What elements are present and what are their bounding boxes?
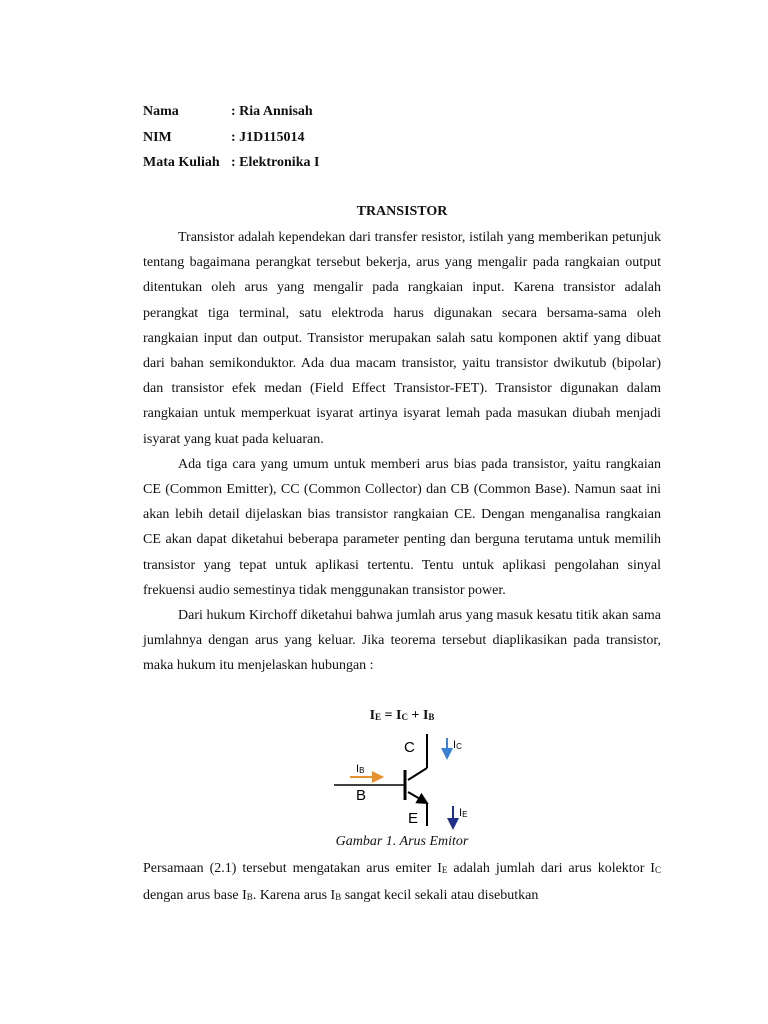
header-key: Mata Kuliah: [143, 155, 220, 170]
label-b: B: [356, 787, 367, 804]
transistor-figure: [320, 730, 490, 830]
paragraph: Dari hukum Kirchoff diketahui bahwa jumlah arus yang masuk kesatu titik akan sama jumlahnya dengan arus yang keluar. Jika teorema tersebut diaplikasikan pada transistor, maka hukum itu menjelaskan hubungan :: [143, 608, 661, 674]
document-title: TRANSISTOR: [356, 204, 448, 219]
paragraph: Ada tiga cara yang umum untuk memberi arus bias pada transistor, yaitu rangkaian CE (Common Emitter), CC (Common Collector) dan CB (Common Base). Namun saat ini akan lebih detail dijelaskan bias transistor rangkaian CE. Dengan menganalisa rangkaian CE akan dapat diketahui beberapa parameter penting dan berguna terutama untuk memilih transistor yang tepat untuk aplikasi tertentu. Tentu untuk aplikasi pengolahan sinyal frekuensi audio semestinya tidak menggunakan transistor power.: [143, 456, 661, 598]
figure-caption: Gambar 1. Arus Emitor: [335, 834, 469, 849]
header-row-nama: [143, 103, 313, 121]
closing-text: [143, 856, 661, 910]
header-key: Nama: [143, 104, 179, 119]
eq-ib: I: [422, 708, 429, 723]
current-equation: [143, 708, 661, 724]
eq-ie: I: [369, 708, 376, 723]
collector-lead: [408, 768, 427, 780]
header-value: : Elektronika I: [231, 155, 320, 170]
closing-paragraph: Persamaan (2.1) tersebut mengatakan arus emiter $I_E$ adalah jumlah dari arus kolektor $I_C$ dengan arus base $I_B$. Karena arus $I_B$ sangat kecil sekali atau disebutkan: [143, 861, 661, 904]
header-row-mata-kuliah: [143, 154, 319, 172]
eq-ic: I: [396, 708, 402, 723]
eq-ib-sub: B: [428, 712, 435, 722]
eq-equals: =: [381, 708, 397, 723]
eq-ie-sub: E: [375, 712, 382, 722]
body-text: [143, 225, 661, 679]
paragraph: Transistor adalah kependekan dari transfer resistor, istilah yang memberikan petunjuk tentang bagaimana perangkat tersebut bekerja, arus yang mengalir pada rangkaian output ditentukan oleh arus yang mengalir pada rangkaian input. Karena transistor adalah perangkat tiga terminal, satu elektroda harus digunakan secara bersama-sama oleh rangkaian input dan output. Transistor merupakan salah satu komponen aktif yang dibuat dari bahan semikonduktor. Ada dua macam transistor, yaitu transistor dwikutub (bipolar) dan transistor efek medan (Field Effect Transistor-FET). Transistor digunakan dalam rangkaian untuk memperkuat isyarat artinya isyarat lemah pada masukan diubah menjadi isyarat yang kuat pada keluaran.: [143, 230, 661, 447]
eq-plus: +: [407, 708, 423, 723]
transistor-diagram: [320, 730, 490, 830]
label-e: E: [408, 810, 419, 827]
emitter-lead: [408, 792, 427, 803]
eq-ic-sub: C: [401, 712, 408, 722]
header-value: : Ria Annisah: [231, 104, 313, 119]
label-ie: IE: [459, 807, 468, 819]
label-ib: IB: [356, 763, 365, 775]
header-value: : J1D115014: [231, 130, 305, 145]
label-ic: IC: [453, 739, 462, 751]
header-key: NIM: [143, 130, 172, 145]
label-c: C: [404, 739, 415, 756]
header-row-nim: [143, 129, 305, 147]
